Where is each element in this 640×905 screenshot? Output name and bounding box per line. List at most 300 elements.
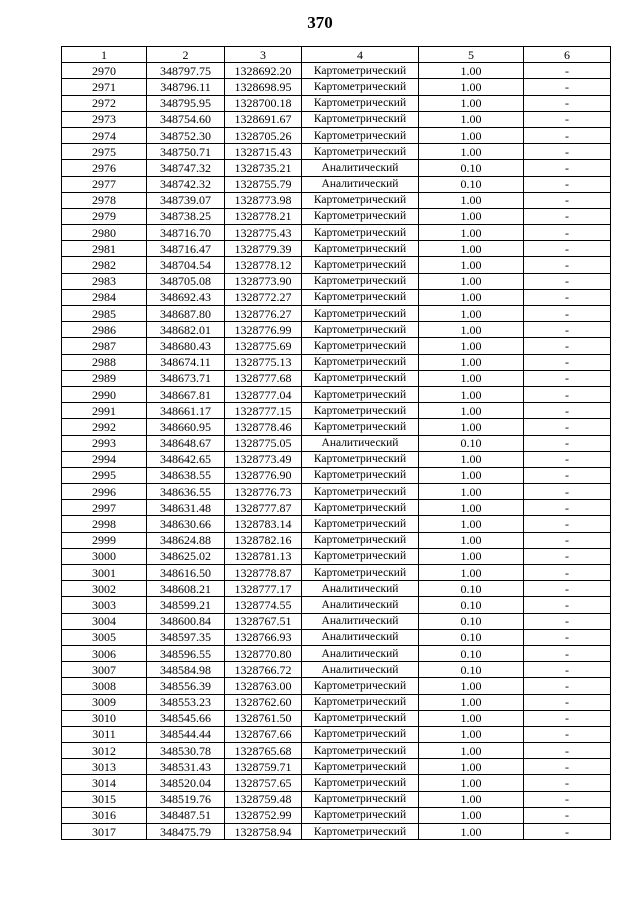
x-coordinate-cell: 348531.43 [147,759,225,775]
point-number-cell: 2998 [62,516,147,532]
point-number-cell: 3001 [62,565,147,581]
x-coordinate-cell: 348584.98 [147,662,225,678]
note-cell: - [524,370,611,386]
point-number-cell: 3008 [62,678,147,694]
accuracy-cell: 1.00 [419,516,524,532]
note-cell: - [524,225,611,241]
point-number-cell: 2997 [62,500,147,516]
note-cell: - [524,759,611,775]
x-coordinate-cell: 348600.84 [147,613,225,629]
y-coordinate-cell: 1328781.13 [225,548,302,564]
table-row [62,289,611,305]
y-coordinate-cell: 1328782.16 [225,532,302,548]
accuracy-cell: 1.00 [419,726,524,742]
point-number-cell: 2972 [62,95,147,111]
x-coordinate-cell: 348553.23 [147,694,225,710]
y-coordinate-cell: 1328757.65 [225,775,302,791]
accuracy-cell: 1.00 [419,95,524,111]
x-coordinate-cell: 348597.35 [147,629,225,645]
method-cell: Картометрический [302,192,419,208]
x-coordinate-cell: 348750.71 [147,144,225,160]
method-cell: Картометрический [302,289,419,305]
table-row [62,791,611,807]
table-row [62,208,611,224]
point-number-cell: 3003 [62,597,147,613]
method-cell: Картометрический [302,500,419,516]
accuracy-cell: 0.10 [419,662,524,678]
method-cell: Картометрический [302,79,419,95]
method-cell: Картометрический [302,111,419,127]
x-coordinate-cell: 348747.32 [147,160,225,176]
note-cell: - [524,63,611,79]
y-coordinate-cell: 1328698.95 [225,79,302,95]
method-cell: Картометрический [302,516,419,532]
table-row [62,807,611,823]
point-number-cell: 3013 [62,759,147,775]
table-row [62,597,611,613]
y-coordinate-cell: 1328774.55 [225,597,302,613]
method-cell: Картометрический [302,144,419,160]
table-row [62,726,611,742]
point-number-cell: 3012 [62,743,147,759]
table-row [62,273,611,289]
note-cell: - [524,516,611,532]
x-coordinate-cell: 348487.51 [147,807,225,823]
y-coordinate-cell: 1328779.39 [225,241,302,257]
y-coordinate-cell: 1328783.14 [225,516,302,532]
method-cell: Картометрический [302,484,419,500]
x-coordinate-cell: 348556.39 [147,678,225,694]
method-cell: Картометрический [302,759,419,775]
table-row [62,581,611,597]
point-number-cell: 2996 [62,484,147,500]
x-coordinate-cell: 348638.55 [147,467,225,483]
point-number-cell: 2985 [62,306,147,322]
table-body [62,63,611,840]
method-cell: Картометрический [302,241,419,257]
table-row [62,160,611,176]
y-coordinate-cell: 1328775.69 [225,338,302,354]
method-cell: Картометрический [302,354,419,370]
note-cell: - [524,613,611,629]
y-coordinate-cell: 1328773.98 [225,192,302,208]
method-cell: Аналитический [302,613,419,629]
method-cell: Аналитический [302,435,419,451]
accuracy-cell: 1.00 [419,710,524,726]
point-number-cell: 2970 [62,63,147,79]
accuracy-cell: 1.00 [419,370,524,386]
x-coordinate-cell: 348667.81 [147,386,225,402]
point-number-cell: 3006 [62,645,147,661]
accuracy-cell: 1.00 [419,273,524,289]
point-number-cell: 3009 [62,694,147,710]
point-number-cell: 3005 [62,629,147,645]
method-cell: Картометрический [302,225,419,241]
table-row [62,824,611,840]
accuracy-cell: 0.10 [419,160,524,176]
note-cell: - [524,662,611,678]
note-cell: - [524,338,611,354]
x-coordinate-cell: 348797.75 [147,63,225,79]
x-coordinate-cell: 348544.44 [147,726,225,742]
note-cell: - [524,597,611,613]
note-cell: - [524,127,611,143]
note-cell: - [524,678,611,694]
table-header-row [62,47,611,63]
method-cell: Картометрический [302,807,419,823]
accuracy-cell: 1.00 [419,208,524,224]
accuracy-cell: 1.00 [419,775,524,791]
table-row [62,306,611,322]
x-coordinate-cell: 348596.55 [147,645,225,661]
table-row [62,419,611,435]
y-coordinate-cell: 1328778.21 [225,208,302,224]
note-cell: - [524,548,611,564]
point-number-cell: 2991 [62,403,147,419]
note-cell: - [524,289,611,305]
point-number-cell: 2988 [62,354,147,370]
table-row [62,225,611,241]
accuracy-cell: 1.00 [419,338,524,354]
note-cell: - [524,386,611,402]
note-cell: - [524,192,611,208]
note-cell: - [524,629,611,645]
accuracy-cell: 0.10 [419,176,524,192]
point-number-cell: 3002 [62,581,147,597]
note-cell: - [524,144,611,160]
point-number-cell: 2975 [62,144,147,160]
point-number-cell: 2973 [62,111,147,127]
x-coordinate-cell: 348752.30 [147,127,225,143]
note-cell: - [524,306,611,322]
y-coordinate-cell: 1328767.66 [225,726,302,742]
point-number-cell: 2976 [62,160,147,176]
point-number-cell: 2980 [62,225,147,241]
y-coordinate-cell: 1328763.00 [225,678,302,694]
accuracy-cell: 1.00 [419,192,524,208]
accuracy-cell: 1.00 [419,79,524,95]
note-cell: - [524,581,611,597]
point-number-cell: 2979 [62,208,147,224]
method-cell: Аналитический [302,662,419,678]
note-cell: - [524,694,611,710]
table-row [62,532,611,548]
note-cell: - [524,111,611,127]
x-coordinate-cell: 348673.71 [147,370,225,386]
page-number: 370 [307,13,333,32]
table-row [62,565,611,581]
y-coordinate-cell: 1328772.27 [225,289,302,305]
column-header: 6 [524,47,611,63]
note-cell: - [524,160,611,176]
x-coordinate-cell: 348795.95 [147,95,225,111]
point-number-cell: 2987 [62,338,147,354]
note-cell: - [524,79,611,95]
point-number-cell: 2999 [62,532,147,548]
table-row [62,111,611,127]
y-coordinate-cell: 1328778.46 [225,419,302,435]
point-number-cell: 2993 [62,435,147,451]
point-number-cell: 2982 [62,257,147,273]
point-number-cell: 3017 [62,824,147,840]
table-row [62,500,611,516]
table-row [62,386,611,402]
accuracy-cell: 1.00 [419,565,524,581]
note-cell: - [524,354,611,370]
x-coordinate-cell: 348648.67 [147,435,225,451]
table-row [62,354,611,370]
coordinates-table [61,46,611,840]
point-number-cell: 3010 [62,710,147,726]
y-coordinate-cell: 1328775.43 [225,225,302,241]
note-cell: - [524,257,611,273]
table-row [62,127,611,143]
accuracy-cell: 1.00 [419,743,524,759]
note-cell: - [524,95,611,111]
table-row [62,144,611,160]
accuracy-cell: 1.00 [419,257,524,273]
accuracy-cell: 0.10 [419,581,524,597]
column-header: 4 [302,47,419,63]
method-cell: Картометрический [302,532,419,548]
method-cell: Картометрический [302,403,419,419]
y-coordinate-cell: 1328776.90 [225,467,302,483]
method-cell: Аналитический [302,581,419,597]
note-cell: - [524,176,611,192]
x-coordinate-cell: 348738.25 [147,208,225,224]
table-row [62,63,611,79]
x-coordinate-cell: 348716.47 [147,241,225,257]
accuracy-cell: 1.00 [419,386,524,402]
y-coordinate-cell: 1328773.49 [225,451,302,467]
table-row [62,257,611,273]
method-cell: Картометрический [302,95,419,111]
method-cell: Картометрический [302,451,419,467]
y-coordinate-cell: 1328776.27 [225,306,302,322]
note-cell: - [524,791,611,807]
accuracy-cell: 0.10 [419,645,524,661]
accuracy-cell: 1.00 [419,111,524,127]
table-row [62,710,611,726]
y-coordinate-cell: 1328755.79 [225,176,302,192]
note-cell: - [524,726,611,742]
accuracy-cell: 1.00 [419,467,524,483]
method-cell: Картометрический [302,63,419,79]
x-coordinate-cell: 348692.43 [147,289,225,305]
method-cell: Картометрический [302,306,419,322]
note-cell: - [524,208,611,224]
y-coordinate-cell: 1328759.71 [225,759,302,775]
x-coordinate-cell: 348742.32 [147,176,225,192]
accuracy-cell: 1.00 [419,694,524,710]
method-cell: Картометрический [302,386,419,402]
method-cell: Картометрический [302,338,419,354]
note-cell: - [524,403,611,419]
note-cell: - [524,322,611,338]
method-cell: Картометрический [302,419,419,435]
table-row [62,403,611,419]
accuracy-cell: 0.10 [419,597,524,613]
table-row [62,613,611,629]
x-coordinate-cell: 348636.55 [147,484,225,500]
accuracy-cell: 1.00 [419,403,524,419]
x-coordinate-cell: 348661.17 [147,403,225,419]
column-header: 5 [419,47,524,63]
y-coordinate-cell: 1328700.18 [225,95,302,111]
x-coordinate-cell: 348705.08 [147,273,225,289]
point-number-cell: 3016 [62,807,147,823]
x-coordinate-cell: 348599.21 [147,597,225,613]
table-row [62,176,611,192]
y-coordinate-cell: 1328762.60 [225,694,302,710]
note-cell: - [524,532,611,548]
note-cell: - [524,241,611,257]
method-cell: Картометрический [302,678,419,694]
accuracy-cell: 1.00 [419,451,524,467]
accuracy-cell: 1.00 [419,354,524,370]
accuracy-cell: 1.00 [419,127,524,143]
point-number-cell: 3015 [62,791,147,807]
note-cell: - [524,645,611,661]
x-coordinate-cell: 348716.70 [147,225,225,241]
method-cell: Картометрический [302,467,419,483]
point-number-cell: 3000 [62,548,147,564]
point-number-cell: 3004 [62,613,147,629]
note-cell: - [524,775,611,791]
table-row [62,678,611,694]
note-cell: - [524,484,611,500]
table-row [62,451,611,467]
point-number-cell: 2986 [62,322,147,338]
accuracy-cell: 1.00 [419,322,524,338]
table-row [62,548,611,564]
point-number-cell: 3014 [62,775,147,791]
accuracy-cell: 1.00 [419,791,524,807]
method-cell: Картометрический [302,257,419,273]
column-header: 1 [62,47,147,63]
x-coordinate-cell: 348630.66 [147,516,225,532]
note-cell: - [524,467,611,483]
y-coordinate-cell: 1328773.90 [225,273,302,289]
point-number-cell: 2994 [62,451,147,467]
y-coordinate-cell: 1328778.87 [225,565,302,581]
method-cell: Картометрический [302,370,419,386]
accuracy-cell: 1.00 [419,289,524,305]
accuracy-cell: 1.00 [419,63,524,79]
method-cell: Картометрический [302,710,419,726]
table-row [62,759,611,775]
point-number-cell: 2978 [62,192,147,208]
method-cell: Картометрический [302,548,419,564]
y-coordinate-cell: 1328735.21 [225,160,302,176]
table-row [62,435,611,451]
note-cell: - [524,743,611,759]
accuracy-cell: 1.00 [419,225,524,241]
x-coordinate-cell: 348682.01 [147,322,225,338]
x-coordinate-cell: 348754.60 [147,111,225,127]
x-coordinate-cell: 348475.79 [147,824,225,840]
table-row [62,743,611,759]
method-cell: Картометрический [302,775,419,791]
y-coordinate-cell: 1328759.48 [225,791,302,807]
method-cell: Картометрический [302,694,419,710]
method-cell: Аналитический [302,629,419,645]
x-coordinate-cell: 348687.80 [147,306,225,322]
point-number-cell: 2995 [62,467,147,483]
note-cell: - [524,565,611,581]
y-coordinate-cell: 1328758.94 [225,824,302,840]
point-number-cell: 2974 [62,127,147,143]
table-row [62,516,611,532]
accuracy-cell: 1.00 [419,144,524,160]
method-cell: Картометрический [302,127,419,143]
table-row [62,95,611,111]
x-coordinate-cell: 348530.78 [147,743,225,759]
table-row [62,241,611,257]
x-coordinate-cell: 348625.02 [147,548,225,564]
accuracy-cell: 1.00 [419,419,524,435]
accuracy-cell: 0.10 [419,629,524,645]
point-number-cell: 2990 [62,386,147,402]
accuracy-cell: 1.00 [419,678,524,694]
y-coordinate-cell: 1328715.43 [225,144,302,160]
accuracy-cell: 1.00 [419,484,524,500]
method-cell: Аналитический [302,645,419,661]
method-cell: Картометрический [302,273,419,289]
method-cell: Картометрический [302,791,419,807]
y-coordinate-cell: 1328777.17 [225,581,302,597]
accuracy-cell: 1.00 [419,532,524,548]
column-header: 3 [225,47,302,63]
y-coordinate-cell: 1328775.05 [225,435,302,451]
note-cell: - [524,500,611,516]
method-cell: Картометрический [302,824,419,840]
note-cell: - [524,435,611,451]
note-cell: - [524,710,611,726]
table-row [62,645,611,661]
table-row [62,662,611,678]
y-coordinate-cell: 1328776.99 [225,322,302,338]
x-coordinate-cell: 348680.43 [147,338,225,354]
note-cell: - [524,273,611,289]
x-coordinate-cell: 348545.66 [147,710,225,726]
table-row [62,775,611,791]
y-coordinate-cell: 1328777.68 [225,370,302,386]
note-cell: - [524,807,611,823]
y-coordinate-cell: 1328777.15 [225,403,302,419]
point-number-cell: 2984 [62,289,147,305]
y-coordinate-cell: 1328766.93 [225,629,302,645]
method-cell: Картометрический [302,743,419,759]
y-coordinate-cell: 1328777.04 [225,386,302,402]
y-coordinate-cell: 1328778.12 [225,257,302,273]
x-coordinate-cell: 348520.04 [147,775,225,791]
table-row [62,629,611,645]
accuracy-cell: 1.00 [419,807,524,823]
x-coordinate-cell: 348739.07 [147,192,225,208]
accuracy-cell: 0.10 [419,435,524,451]
note-cell: - [524,419,611,435]
method-cell: Аналитический [302,597,419,613]
x-coordinate-cell: 348631.48 [147,500,225,516]
table-row [62,79,611,95]
method-cell: Картометрический [302,322,419,338]
accuracy-cell: 0.10 [419,613,524,629]
table-row [62,322,611,338]
x-coordinate-cell: 348660.95 [147,419,225,435]
y-coordinate-cell: 1328777.87 [225,500,302,516]
x-coordinate-cell: 348796.11 [147,79,225,95]
